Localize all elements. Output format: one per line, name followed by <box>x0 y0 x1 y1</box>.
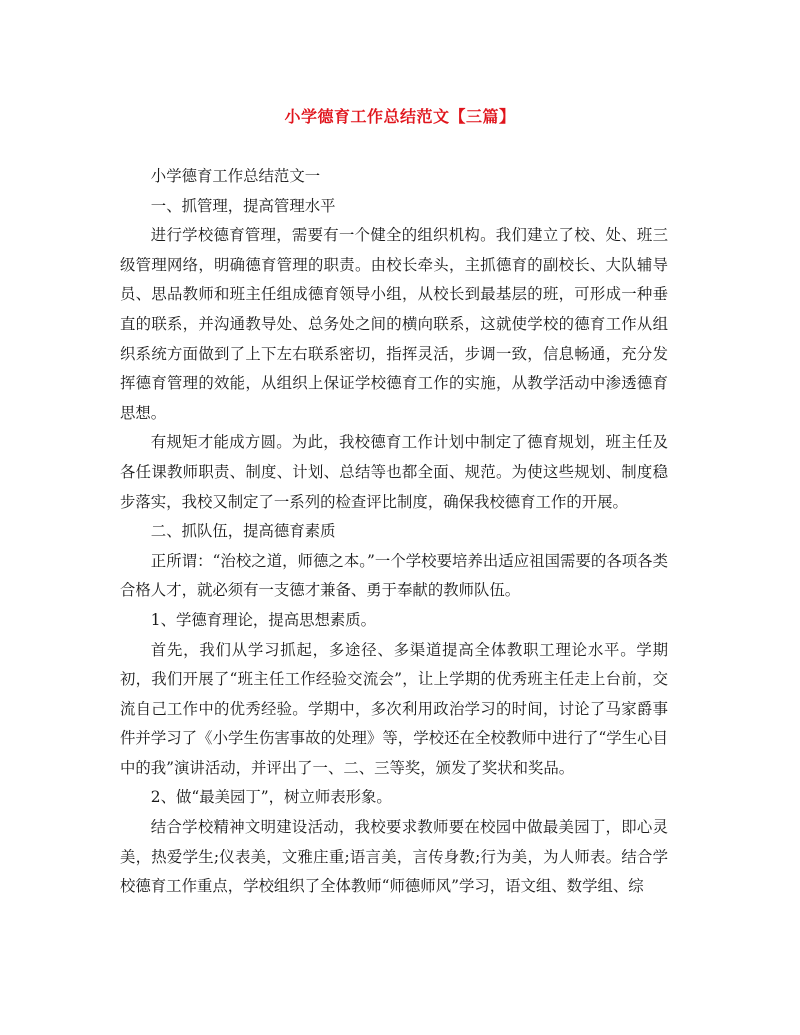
body-paragraph: 进行学校德育管理，需要有一个健全的组织机构。我们建立了校、处、班三级管理网络，明确德育管理的职责。由校长牵头，主抓德育的副校长、大队辅导员、思品教师和班主任组成德育领导小组，从校长到最基层的班，可形成一种垂直的联系，并沟通教导处、总务处之间的横向联系，这就使学校的德育工作从组织系统方面做到了上下左右联系密切，指挥灵活，步调一致，信息畅通，充分发挥德育管理的效能，从组织上保证学校德育工作的实施，从教学活动中渗透德育思想。 <box>120 226 668 422</box>
body-paragraph: 结合学校精神文明建设活动，我校要求教师要在校园中做最美园丁，即心灵美，热爱学生;仪表美，文雅庄重;语言美，言传身教;行为美，为人师表。结合学校德育工作重点，学校组织了全体教师“师德师风”学习，语文组、数学组、综 <box>120 818 668 896</box>
document-body <box>120 162 668 902</box>
document-title: 小学德育工作总结范文【三篇】 <box>284 107 516 126</box>
body-paragraph: 有规矩才能成方圆。为此，我校德育工作计划中制定了德育规划，班主任及各任课教师职责、制度、计划、总结等也都全面、规范。为使这些规划、制度稳步落实，我校又制定了一系列的检查评比制度，确保我校德育工作的开展。 <box>120 433 668 511</box>
subsection-heading: 1、学德育理论，提高思想素质。 <box>150 610 377 629</box>
subsection-heading: 2、做“最美园丁”，树立师表形象。 <box>150 788 392 807</box>
section-heading: 二、抓队伍，提高德育素质 <box>150 522 336 541</box>
body-paragraph: 正所谓：“治校之道，师德之本。”一个学校要培养出适应祖国需要的各项各类合格人才，就必须有一支德才兼备、勇于奉献的教师队伍。 <box>120 551 668 600</box>
section-heading: 小学德育工作总结范文一 <box>150 167 321 185</box>
body-paragraph: 首先，我们从学习抓起，多途径、多渠道提高全体教职工理论水平。学期初，我们开展了“班主任工作经验交流会”，让上学期的优秀班主任走上台前，交流自己工作中的优秀经验。学期中，多次利用政治学习的时间，讨论了马家爵事件并学习了《小学生伤害事故的处理》等，学校还在全校教师中进行了“学生心目中的我”演讲活动，并评出了一、二、三等奖，颁发了奖状和奖品。 <box>120 640 668 777</box>
section-heading: 一、抓管理，提高管理水平 <box>150 196 336 215</box>
